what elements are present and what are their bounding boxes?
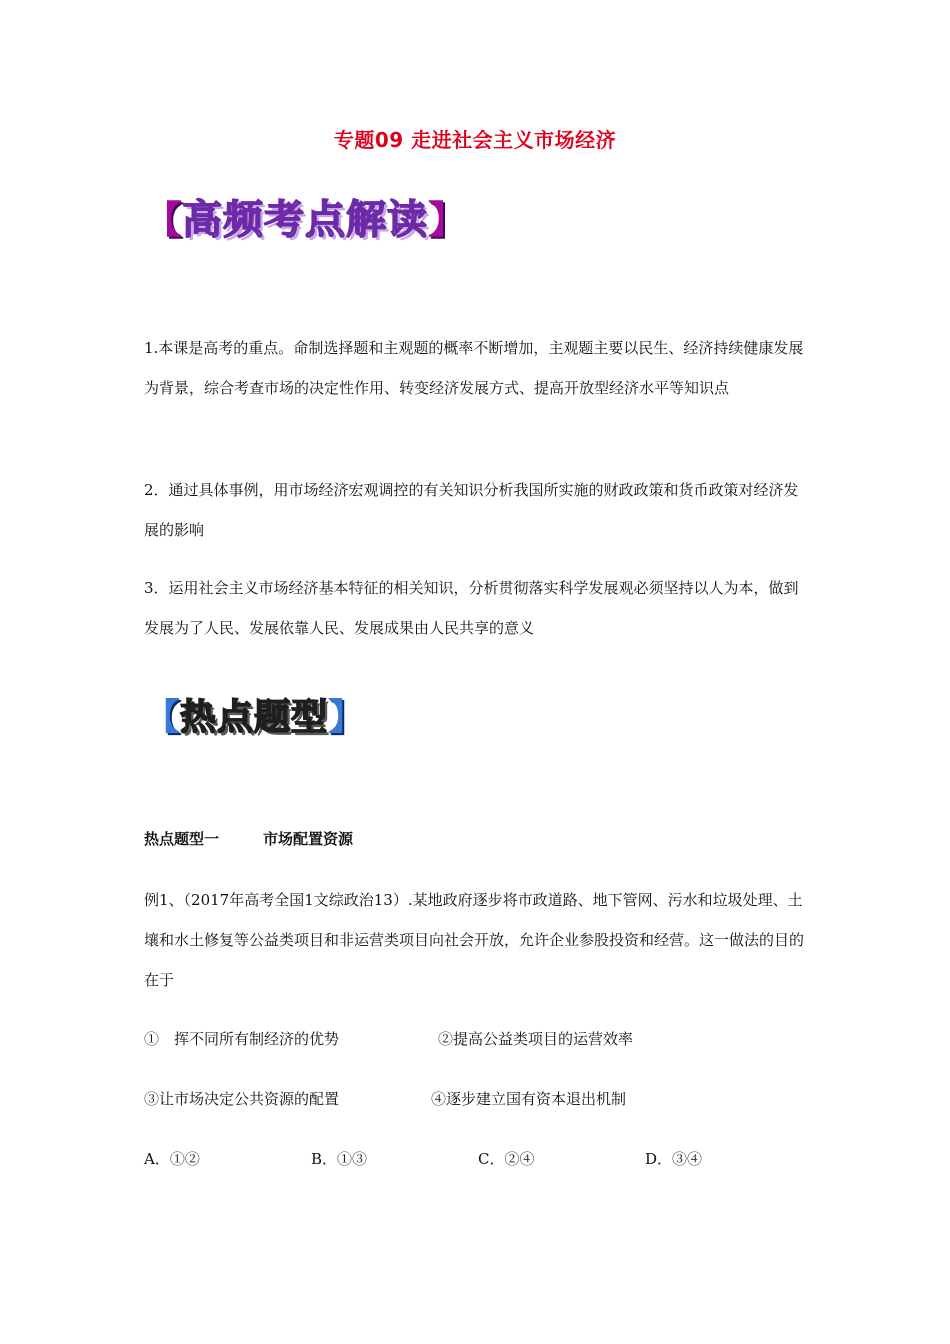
section-label: 热点题型一 xyxy=(144,830,220,848)
section-heading xyxy=(144,828,353,849)
statement-2: ②提高公益类项目的运营效率 xyxy=(438,1030,634,1048)
point-1: 1.本课是高考的重点。命制选择题和主观题的概率不断增加，主观题主要以民生、经济持续健康发展为背景，综合考查市场的决定性作用、转变经济发展方式、提高开放型经济水平等知识点 xyxy=(144,339,804,397)
statement-1: ① 挥不同所有制经济的优势 xyxy=(144,1030,340,1048)
point-2: 2．通过具体事例，用市场经济宏观调控的有关知识分析我国所实施的财政政策和货币政策对经济发展的影响 xyxy=(144,481,799,539)
choice-c: C．②④ xyxy=(478,1150,535,1168)
banner-open-bracket: 【 xyxy=(144,696,181,738)
example-stem: 例1、（2017年高考全国1文综政治13）.某地政府逐步将市政道路、地下管网、污水和垃圾处理、土壤和水土修复等公益类项目和非运营类项目向社会开放，允许企业参股投资和经营。这一做法的目的在于 xyxy=(144,891,805,989)
statement-4: ④逐步建立国有资本退出机制 xyxy=(431,1090,627,1108)
banner-text: 高频考点解读 xyxy=(182,196,429,243)
point-3: 3．运用社会主义市场经济基本特征的相关知识，分析贯彻落实科学发展观必须坚持以人为本，做到发展为了人民、发展依靠人民、发展成果由人民共享的意义 xyxy=(144,579,799,637)
statement-3: ③让市场决定公共资源的配置 xyxy=(144,1090,340,1108)
section-name: 市场配置资源 xyxy=(263,830,354,848)
high-frequency-points-banner xyxy=(144,188,466,244)
banner-open-bracket: 【 xyxy=(144,197,183,242)
choice-b: B．①③ xyxy=(311,1150,368,1168)
banner-text: 热点题型 xyxy=(180,696,329,738)
banner-close-bracket: 】 xyxy=(428,197,467,242)
choice-a: A．①② xyxy=(144,1150,200,1168)
hot-question-types-banner xyxy=(144,688,364,740)
banner-close-bracket: 】 xyxy=(328,696,365,738)
page-title: 专题09 走进社会主义市场经济 xyxy=(333,128,617,152)
choice-d: D．③④ xyxy=(645,1150,703,1168)
